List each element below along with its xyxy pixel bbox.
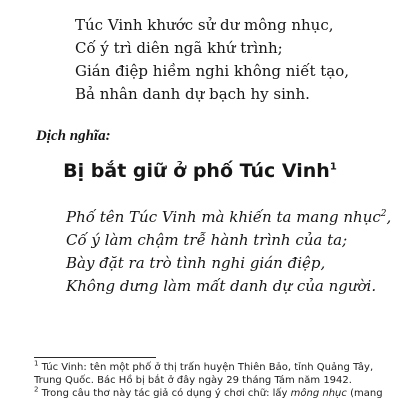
- translated-poem-line: [66, 206, 391, 229]
- original-poem-line: Cố ý trì diên ngã khứ trình;: [75, 39, 283, 57]
- footnote-text: Trong câu thơ này tác giả có dụng ý chơi chữ: lấy: [38, 388, 291, 399]
- original-poem: [75, 14, 349, 106]
- translated-title: [0, 160, 400, 182]
- translated-poem-line-text: Phố tên Túc Vinh mà khiến ta mang nhục: [66, 208, 381, 226]
- translated-poem-line: Cố ý làm chậm trễ hành trình của ta;: [66, 231, 348, 249]
- footnote-mark: 2: [380, 209, 387, 219]
- footnote-text: (mang: [346, 388, 383, 399]
- original-poem-line: Bả nhân danh dự bạch hy sinh.: [75, 85, 310, 103]
- translated-poem-line: Không dưng làm mất danh dự của người.: [66, 277, 377, 295]
- footnote-number: 1: [34, 359, 39, 368]
- footnote-line: [34, 361, 400, 374]
- footnote-line: Trung Quốc. Bác Hồ bị bắt ở đây ngày 29 tháng Tám năm 1942.: [34, 375, 352, 386]
- footnotes: [34, 361, 400, 400]
- footnote-divider: [34, 357, 156, 358]
- footnote-2: [34, 387, 400, 400]
- footnote-emphasis: mông nhục: [290, 388, 347, 399]
- footnote-mark: 1: [329, 161, 337, 173]
- footnote-line: [34, 387, 400, 400]
- original-poem-line: Gián điệp hiềm nghi không niết tạo,: [75, 62, 350, 80]
- translation-section-label: Dịch nghĩa:: [36, 128, 111, 144]
- footnote-text: Túc Vinh: tên một phố ở thị trấn huyện Thiên Bảo, tỉnh Quảng Tây,: [38, 362, 374, 373]
- footnote-1: [34, 361, 400, 387]
- original-poem-line: Túc Vinh khước sử dư mông nhục,: [75, 16, 334, 34]
- translated-poem-line: Bày đặt ra trò tình nghi gián điệp,: [66, 254, 326, 272]
- footnote-number: 2: [34, 385, 39, 394]
- translated-title-text: Bị bắt giữ ở phố Túc Vinh: [63, 160, 330, 182]
- translated-poem: [66, 206, 391, 298]
- line-punctuation: ,: [386, 208, 392, 226]
